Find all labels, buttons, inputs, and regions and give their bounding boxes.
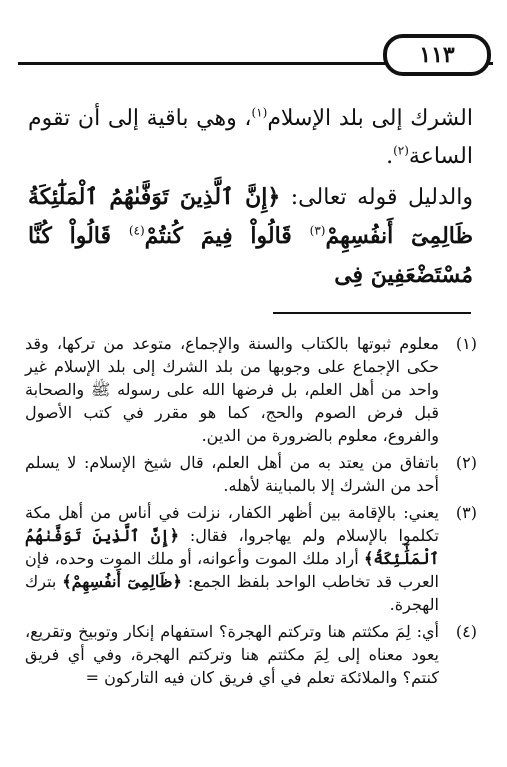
footnote-3-text-b: أراد ملك الموت وأعوانه، أو ملك الموت وحده، فإن العرب قد تخاطب الواحد بلفظ الجمع:: [25, 549, 439, 591]
footnote-3-quote-2: ﴿ظَالِمِىٓ أَنفُسِهِمْ﴾: [62, 572, 182, 591]
evidence-intro: والدليل قوله تعالى:: [280, 185, 473, 210]
footnote-4: [25, 620, 477, 689]
verse-part-c: قَالُواْ كُنَّا مُسْتَضْعَفِينَ فِى: [28, 223, 473, 288]
page-number-badge: ١١٣: [383, 34, 491, 76]
footnote-number: (٣): [455, 503, 477, 522]
ornate-bracket-open: ﴿: [267, 184, 281, 210]
footnote-number: (٤): [455, 622, 477, 641]
footnote-3-quote-1: ﴿إِنَّ ٱلَّذِينَ تَوَفَّىٰهُمُ ٱلْمَلَٰٓئِكَةُ﴾: [25, 526, 439, 568]
verse-part-b: قَالُواْ فِيمَ كُنتُمْ: [144, 223, 310, 249]
footnote-3-text-a: يعني: بالإقامة بين أظهر الكفار، نزلت في أناس من أهل مكة تكلموا بالإسلام ولم يهاجروا، فقال:: [25, 503, 439, 545]
main-text: [28, 100, 473, 295]
footnote-ref-1[interactable]: (١): [251, 105, 268, 120]
footnote-number: (١): [455, 334, 477, 353]
footnote-2: [25, 451, 477, 497]
footnote-text: [25, 501, 439, 616]
footnotes: [25, 332, 477, 693]
verse-part-a: إِنَّ ٱلَّذِينَ تَوَفَّىٰهُمُ ٱلْمَلَٰٓئِكَةُ ظَالِمِىٓ أَنفُسِهِمْ: [28, 184, 473, 249]
paragraph-1-text-b: ، وهي باقية إلى أن تقوم الساعة: [28, 106, 473, 169]
footnote-3: [25, 501, 477, 616]
footnote-ref-2[interactable]: (٢): [393, 143, 409, 158]
paragraph-1-text-c: .: [386, 144, 394, 169]
footnote-ref-3[interactable]: (٣): [309, 223, 326, 238]
footnote-separator: [273, 312, 471, 314]
footnote-text: معلوم ثبوتها بالكتاب والسنة والإجماع، متوعد من تركها، وقد حكى الإجماع على وجوبها من بلد الشرك إلى بلد الإسلام غير واحد من أهل العلم، بل فرضها الله على رسوله ﷺ والصحابة قبل فرض الصوم والحج، كما هو مقرر في كتب الأصول والفروع، معلوم بالضرورة من الدين.: [25, 334, 439, 445]
footnote-text: أي: لِمَ مكثتم هنا وتركتم الهجرة؟ استفهام إنكار وتوبيخ وتقريع، يعود معناه إلى لِمَ مكثتم هنا وتركتم الهجرة، وفي أي فريق كنتم؟ والملائكة تعلم في أي فريق كان فيه التاركون =: [25, 622, 439, 687]
footnote-3-text-c: بترك الهجرة.: [25, 572, 439, 614]
footnote-1: [25, 332, 477, 447]
paragraph-2: [28, 178, 473, 295]
paragraph-1-text-a: الشرك إلى بلد الإسلام: [267, 106, 473, 131]
footnote-ref-4[interactable]: (٤): [128, 223, 145, 238]
footnote-text: باتفاق من يعتد به من أهل العلم، قال شيخ الإسلام: لا يسلم أحد من الشرك إلا بالمباينة لأهله.: [25, 453, 439, 495]
footnote-number: (٢): [455, 453, 477, 472]
paragraph-1: [28, 100, 473, 176]
